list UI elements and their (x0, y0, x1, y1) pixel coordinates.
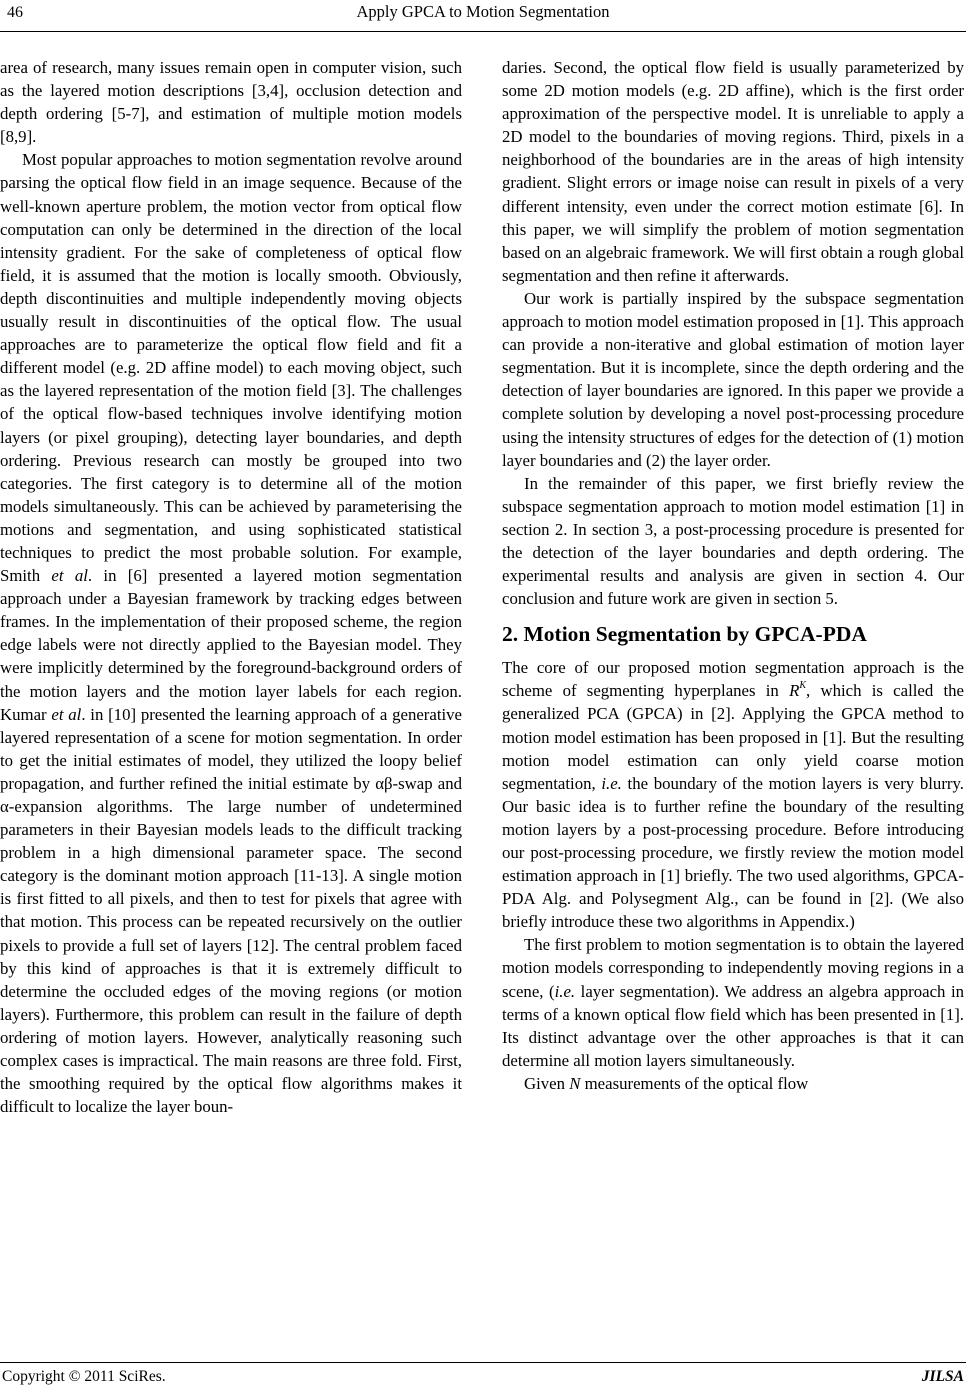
copyright-notice: Copyright © 2011 SciRes. (2, 1368, 166, 1385)
right-column (502, 56, 964, 1095)
paragraph: The first problem to motion segmentation is to obtain the layered motion models corresponding to independently moving regions in a scene, (i.e. layer segmentation). We address an algebra approach in terms of a known optical flow field which has been presented in [1]. Its distinct advantage over the other approaches is that it can determine all motion layers simultaneously. (502, 935, 965, 1070)
paragraph: daries. Second, the optical flow field is usually parameterized by some 2D motion models (e.g. 2D affine), which is the first order approximation of the perspective model. It is unreliable to apply a 2D model to the boundaries of moving regions. Third, pixels in a neighborhood of the boundaries are in the areas of high intensity gradient. Slight errors or image noise can result in pixels of a very different intensity, even under the correct motion estimate [6]. In this paper, we will simplify the problem of motion segmentation based on an algebraic framework. We will first obtain a rough global segmentation and then refine it afterwards. (502, 58, 964, 285)
emphasis: i.e. (554, 981, 576, 1001)
section-heading: 2. Motion Segmentation by GPCA-PDA (502, 622, 867, 647)
left-column (0, 56, 462, 1118)
paragraph: area of research, many issues remain open in computer vision, such as the layered motion descriptions [3,4], occlusion detection and depth ordering [5-7], and estimation of multiple motion models [8,9]. (0, 58, 462, 147)
page-number: 46 (7, 4, 23, 21)
page-footer (0, 1368, 966, 1386)
header-rule (0, 31, 966, 32)
paragraph: In the remainder of this paper, we first briefly review the subspace segmentation approach to motion model estimation [1] in section 2. In section 3, a post-processing procedure is presented for the detection of the layer boundaries and depth ordering. The experimental results and analysis are given in section 4. Our conclusion and future work are given in section 5. (502, 473, 964, 609)
paragraph: Most popular approaches to motion segmentation revolve around parsing the optical flow field in an image sequence. Because of the well-known aperture problem, the motion vector from optical flow computation can only be determined in the direction of the local intensity gradient. For the sake of completeness of optical flow field, it is assumed that the motion is locally smooth. Obviously, depth discontinuities and multiple independently moving objects usually result in discontinuities of the optical flow. The usual approaches are to parameterize the optical flow field and fit a different model (e.g. 2D affine model) to each moving object, such as the layered representation of the motion field [3]. The challenges of the optical flow-based techniques involve identifying motion layers (or pixel grouping), detecting layer boundaries, and depth ordering. Previous research can mostly be grouped into two categories. The first category is to determine all of the motion models simultaneously. This can be achieved by parameterising the motions and segmentation, and using sophisticated statistical techniques to predict the most probable solution. For example, Smith et al. in [6] presented a layered motion segmentation approach under a Bayesian framework by tracking edges between frames. In the implementation of their proposed scheme, the region edge labels were not directly applied to the Bayesian model. They were implicitly determined by the foreground-background orders of the motion layers and the motion layer labels for each region. Kumar et al. in [10] presented the learning approach of a generative layered representation of a scene for motion segmentation. In order to get the initial estimates of model, they utilized the loopy belief propagation, and further refined the initial estimate by αβ-swap and α-expansion algorithms. The large number of undetermined parameters in their Bayesian models leads to the difficult tracking problem in a high dimensional parameter space. The second category is the dominant motion approach [11-13]. A single motion is first fitted to all pixels, and then to test for pixels that agree with that motion. This process can be repeated recursively on the outlier pixels to provide a full set of layers [12]. The central problem faced by this kind of approaches is that it is extremely difficult to determine the occluded edges of the moving regions (or motion layers). Furthermore, this problem can result in the failure of depth ordering of motion layers. However, analytically reasoning such complex cases is impractical. The main reasons are three fold. First, the smoothing required by the optical flow algorithms makes it difficult to localize the layer boun- (0, 150, 463, 1117)
journal-abbreviation: JILSA (921, 1368, 964, 1385)
running-title: Apply GPCA to Motion Segmentation (356, 2, 610, 21)
page-header (0, 0, 966, 34)
math-symbol: $R^K$ (789, 680, 807, 701)
paragraph: Given N measurements of the optical flow (524, 1073, 809, 1093)
paragraph: The core of our proposed motion segmentation approach is the scheme of segmenting hyperplanes in $R^K$, which is called the generalized PCA (GPCA) in [2]. Applying the GPCA method to motion model estimation has been proposed in [1]. But the resulting motion model estimation can only yield coarse motion segmentation, i.e. the boundary of the motion layers is very blurry. Our basic idea is to further refine the boundary of the resulting motion layers by a post-processing procedure. Before introducing our post-processing procedure, we firstly review the motion model estimation approach in [1] briefly. The two used algorithms, GPCA-PDA Alg. and Polysegment Alg., can be found in [2]. (We also briefly introduce these two algorithms in Appendix.) (502, 658, 964, 932)
emphasis: et al (51, 566, 88, 586)
emphasis: et al (51, 704, 82, 724)
math-symbol: N (569, 1073, 581, 1093)
emphasis: i.e. (601, 773, 622, 793)
paragraph: Our work is partially inspired by the subspace segmentation approach to motion model estimation proposed in [1]. This approach can provide a non-iterative and global estimation of motion layer segmentation. But it is incomplete, since the depth ordering and the detection of layer boundaries are ignored. In this paper we provide a complete solution by developing a novel post-processing procedure using the intensity structures of edges for the detection of (1) motion layer boundaries and (2) the layer order. (502, 288, 964, 470)
footer-rule (0, 1362, 966, 1363)
